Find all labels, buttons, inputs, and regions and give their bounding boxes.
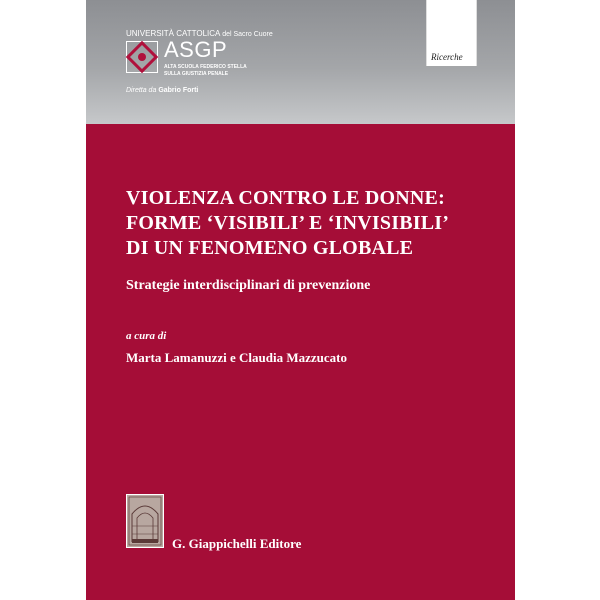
publisher-logo-icon	[126, 494, 164, 548]
school-name-line: SULLA GIUSTIZIA PENALE	[164, 70, 229, 77]
title-line: FORME ‘VISIBILI’ E ‘INVISIBILI’	[126, 212, 450, 234]
cover-body	[86, 124, 515, 600]
book-editors: Marta Lamanuzzi e Claudia Mazzucato	[126, 350, 347, 365]
asgp-logo-icon	[126, 41, 158, 73]
book-title	[126, 186, 496, 261]
publisher-name: G. Giappichelli Editore	[172, 536, 302, 551]
book-subtitle: Strategie interdisciplinari di prevenzione	[126, 278, 371, 293]
curatela-label: a cura di	[126, 330, 167, 342]
cover-header	[86, 0, 515, 124]
university-main: UNIVERSITÀ CATTOLICA	[126, 29, 220, 38]
university-sub: del Sacro Cuore	[222, 31, 273, 38]
school-name-line: ALTA SCUOLA FEDERICO STELLA	[164, 64, 247, 70]
director-prefix: Diretta da	[126, 87, 157, 94]
director-name: Gabrio Forti	[158, 87, 199, 94]
school-acronym: ASGP	[164, 37, 228, 62]
title-line: VIOLENZA CONTRO LE DONNE:	[126, 187, 445, 209]
title-line: DI UN FENOMENO GLOBALE	[126, 237, 414, 259]
series-label: Ricerche	[431, 52, 463, 62]
book-cover	[86, 0, 515, 600]
series-director	[126, 87, 198, 94]
school-name	[164, 64, 274, 77]
